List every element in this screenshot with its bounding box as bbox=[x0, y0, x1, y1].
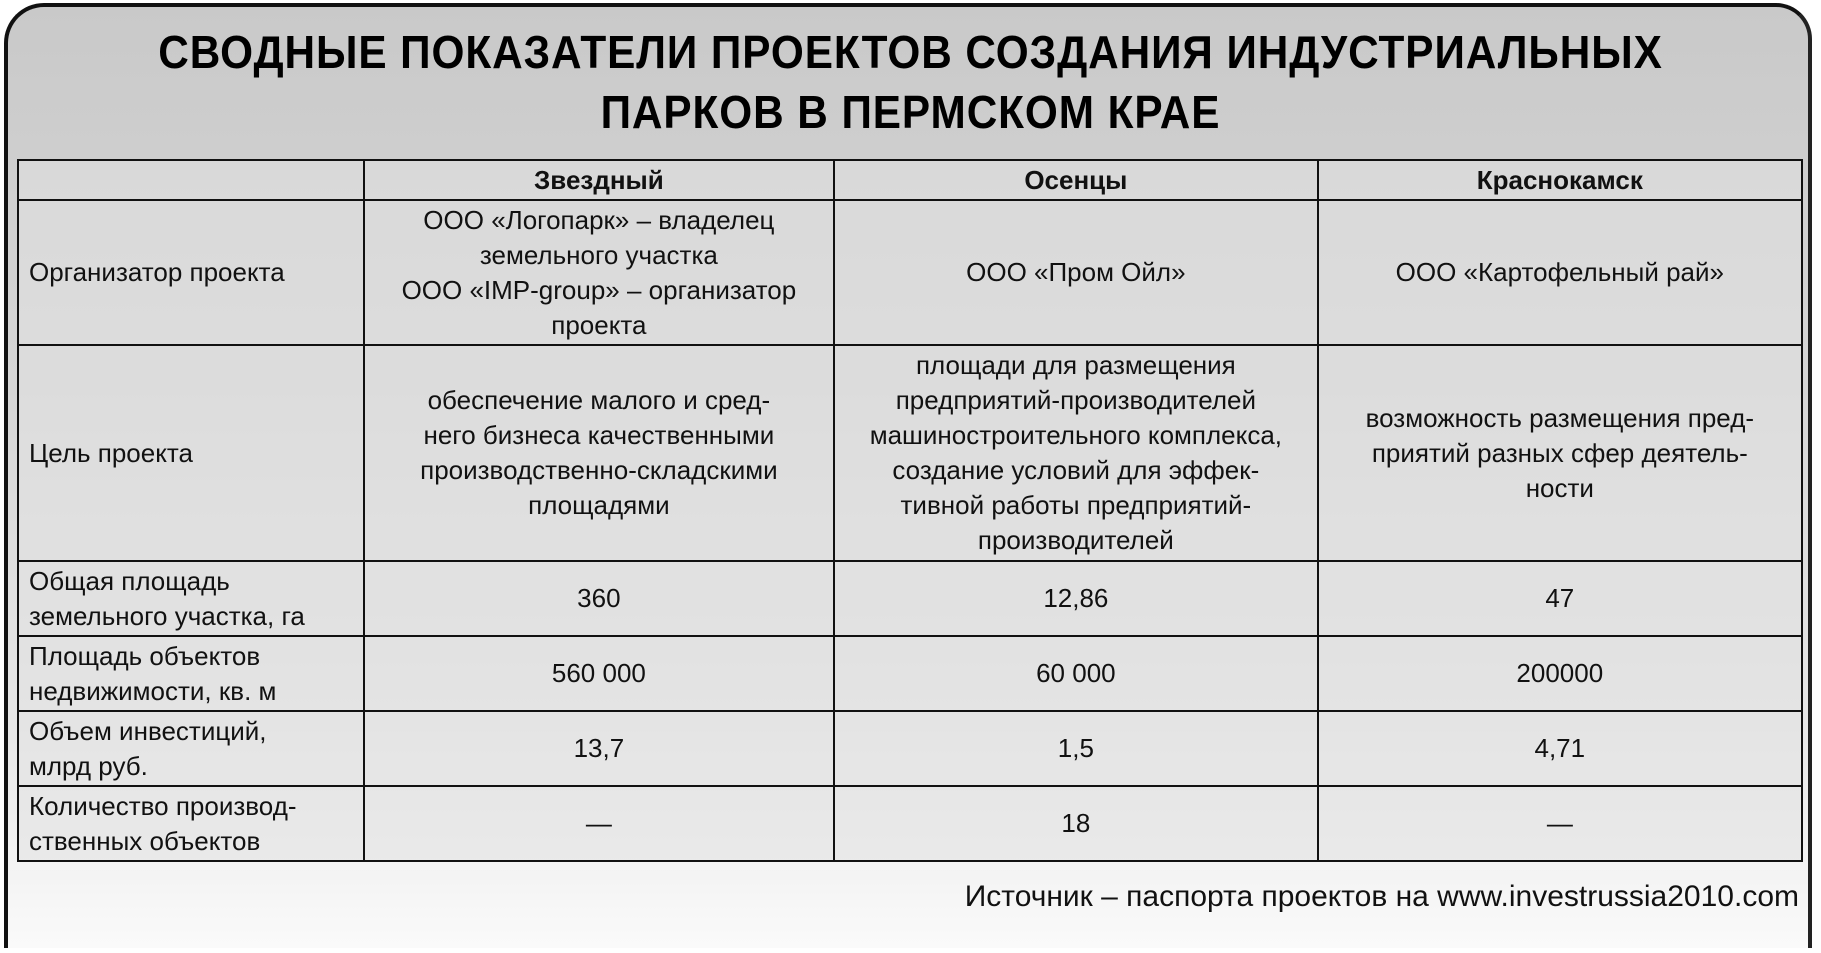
table-row bbox=[18, 711, 1802, 786]
table-cell bbox=[364, 200, 834, 345]
table-row bbox=[18, 786, 1802, 861]
table-cell bbox=[1318, 561, 1802, 636]
table-cell bbox=[364, 636, 834, 711]
row-label bbox=[18, 345, 364, 561]
cell-line: 13,7 bbox=[573, 733, 625, 763]
cell-line: земельного участка bbox=[479, 239, 718, 270]
row-label bbox=[18, 711, 364, 786]
row-label-line: земельного участка, га bbox=[29, 600, 305, 631]
row-label bbox=[18, 561, 364, 636]
table-cell bbox=[1318, 345, 1802, 561]
cell-line: 60 000 bbox=[1036, 658, 1116, 688]
table-cell bbox=[1318, 711, 1802, 786]
table-cell bbox=[1318, 200, 1802, 345]
row-label-line: Цель проекта bbox=[29, 437, 193, 468]
cell-line: 360 bbox=[577, 583, 621, 613]
cell-line: ООО «Логопарк» – владелец bbox=[423, 204, 775, 235]
row-label-line: Организатор проекта bbox=[29, 257, 285, 287]
cell-line: площади для размещения bbox=[915, 350, 1236, 380]
table-cell bbox=[834, 711, 1318, 786]
page-title bbox=[73, 22, 1748, 142]
cell-line: ООО «Пром Ойл» bbox=[966, 257, 1186, 287]
cell-line: предприятий-производителей bbox=[895, 385, 1256, 415]
column-header: Краснокамск bbox=[1318, 160, 1802, 200]
table-cell bbox=[1318, 636, 1802, 711]
row-label bbox=[18, 786, 364, 861]
source-note: Источник – паспорта проектов на www.investrussia2010.com bbox=[964, 880, 1799, 913]
table-cell bbox=[834, 345, 1318, 561]
cell-line: 18 bbox=[1061, 808, 1091, 838]
column-header: Осенцы bbox=[834, 160, 1318, 200]
cell-line: — bbox=[1546, 808, 1573, 838]
indicators-table bbox=[17, 159, 1803, 862]
row-label-line: Объем инвестиций, bbox=[29, 715, 267, 746]
cell-line: ООО «IMP-group» – организатор bbox=[401, 274, 797, 305]
cell-line: проекта bbox=[551, 309, 647, 340]
cell-line: приятий разных сфер деятель- bbox=[1371, 437, 1748, 468]
table-cell bbox=[364, 786, 834, 861]
title-line-1: СВОДНЫЕ ПОКАЗАТЕЛИ ПРОЕКТОВ СОЗДАНИЯ ИНДУСТРИАЛЬНЫХ bbox=[158, 26, 1663, 78]
cell-line: — bbox=[585, 808, 612, 838]
cell-line: тивной работы предприятий- bbox=[900, 490, 1252, 520]
table-cell bbox=[834, 636, 1318, 711]
table-row bbox=[18, 345, 1802, 561]
cell-line: 4,71 bbox=[1534, 733, 1586, 763]
table-cell bbox=[364, 345, 834, 561]
cell-line: создание условий для эффек- bbox=[892, 455, 1260, 485]
table-header-row bbox=[18, 160, 1802, 200]
column-header: Звездный bbox=[364, 160, 834, 200]
cell-line: 47 bbox=[1545, 583, 1575, 613]
table-row bbox=[18, 636, 1802, 711]
cell-line: производителей bbox=[977, 525, 1174, 555]
row-label-line: Площадь объектов bbox=[29, 640, 261, 671]
column-header bbox=[18, 160, 364, 200]
table-cell bbox=[834, 786, 1318, 861]
table-row bbox=[18, 561, 1802, 636]
title-line-2: ПАРКОВ В ПЕРМСКОМ КРАЕ bbox=[600, 86, 1221, 138]
row-label-line: млрд руб. bbox=[29, 750, 148, 781]
row-label bbox=[18, 636, 364, 711]
row-label-line: Количество производ- bbox=[29, 790, 297, 821]
row-label-line: недвижимости, кв. м bbox=[29, 675, 277, 706]
table-cell bbox=[364, 711, 834, 786]
row-label-line: ственных объектов bbox=[29, 825, 261, 856]
cell-line: обеспечение малого и сред- bbox=[427, 385, 771, 415]
row-label-line: Общая площадь bbox=[29, 565, 230, 596]
cell-line: ности bbox=[1525, 472, 1594, 503]
row-label bbox=[18, 200, 364, 345]
cell-line: 1,5 bbox=[1057, 733, 1094, 763]
cell-line: производственно-складскими bbox=[420, 455, 778, 485]
cell-line: 560 000 bbox=[551, 658, 646, 688]
cell-line: машиностроительного комплекса, bbox=[869, 420, 1282, 450]
table-row bbox=[18, 200, 1802, 345]
table-cell bbox=[834, 561, 1318, 636]
cell-line: 200000 bbox=[1516, 658, 1604, 688]
cell-line: ООО «Картофельный рай» bbox=[1395, 257, 1724, 287]
table-cell bbox=[834, 200, 1318, 345]
cell-line: площадями bbox=[528, 490, 670, 520]
cell-line: возможность размещения пред- bbox=[1365, 402, 1755, 433]
cell-line: 12,86 bbox=[1043, 583, 1109, 613]
table-cell bbox=[1318, 786, 1802, 861]
cell-line: него бизнеса качественными bbox=[423, 420, 775, 450]
table-cell bbox=[364, 561, 834, 636]
